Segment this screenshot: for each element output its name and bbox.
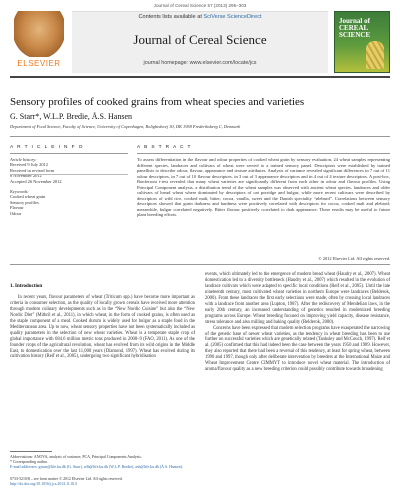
footnote-abbreviations: Abbreviations: ANOVA, analysis of variance; PCA, Principal Components Analysis.: [10, 455, 142, 459]
abstract-heading: A B S T R A C T: [137, 145, 192, 150]
journal-title: Journal of Cereal Science: [133, 32, 267, 47]
body-paragraph: Concerns have been expressed that modern selection programs have exasperated the narrowing of the genetic base of newer wheat varieties, as the tendency in wheat breeding has been to use further on successful varieties which are genetically related (Tanksley and McCouch, 1997). Reif et al. (2005) confirmed that this had indeed been the case between the years 1950 and 1989. However, they also reported that there had been a reversal of this tendency, at least for spring wheat, between 1990 and 1997, though only after deliberate intervention by breeders at the International Maize and Wheat Improvement Centre CIMMYT to introduce novel wheat material. The introduction of aroma/flavour quality as a new breeding criterion could possibly contribute towards broadening: [205, 325, 390, 373]
banner-center: [72, 11, 328, 73]
body-column-right: [205, 272, 390, 373]
keyword: Sensory profiles: [10, 199, 39, 205]
wheat-icon: [366, 41, 384, 69]
keyword: Cooked wheat grain: [10, 194, 46, 200]
elsevier-tree-icon: [14, 11, 64, 57]
divider: [10, 76, 390, 78]
journal-reference: Journal of Cereal Science 57 (2013) 295–303: [153, 3, 247, 8]
history-label: Article history:: [10, 157, 37, 162]
history-item: Accepted 26 November 2012: [10, 178, 62, 184]
publisher-name: ELSEVIER: [17, 59, 61, 68]
divider: [10, 136, 390, 137]
keywords-label: Keywords:: [10, 189, 29, 195]
body-column-left: [10, 284, 195, 360]
journal-cover: [334, 11, 390, 73]
abstract-text: To assess differentiation in the flavour and odour properties of cooked wheat grain by sensory evaluation, 24 wheat samples representing different species, landraces and cultivars of wheat were served to a trained sensory panel. Descriptors were established by trained panellists to describe odour, flavour, appearance and texture attributes. Analysis of variance revealed significant differences in 7 out of 11 odour descriptors, in 7 out of 10 flavour descriptors, in 3 out of 3 appearance descriptors and in 4 out of 4 texture descriptors. A post-hoc, Bonferroni t-test revealed that many wheat varieties are significantly different from each other in odour and flavour profiles. Using Principal Component analysis, a distribution trend of the wheat samples was observed with ancient wheat species, landraces and older cultivars of bread wheat where dominated by descriptors of oat porridge and bulgur, while more recent cultivars were described by descriptors of wild rice, cooked malt, bitter, cocoa, vanilla, sweet and the Danish speciality “ølebrød”. Correlations between sensory descriptors showed that grain darkness and hardness were positively correlated with descriptors for cocoa, cooked malt and ølebrød; meanwhile, bulgur correlated negatively. Bitter flavour positively correlated to dark appearance. These results may be useful to future plant breeding efforts.: [137, 157, 390, 218]
issn-line: 0733-5210/$ – see front matter © 2012 Elsevier Ltd. All rights reserved.: [10, 477, 123, 481]
body-paragraph: events, which ultimately led to the emergence of modern bread wheat (Haudry et al., 2007). Wheat domestication led to a diversity bottleneck (Haudry et al., 2007) which resulted in the evolution of landrace cultivars which were adapted to specific local conditions (Reif et al., 2005). Until the late nineteenth century, most cultivated wheat varieties in northern Europe were landraces (Belderok, 2000). From these landraces the first early selections were made, often by crossing local landraces with a landrace from another area (Lupton, 1987). After the rediscovery of Mendelian laws, in the early 20th century, an increased understanding of genetics resulted in modernized breeding programs across Europe. Wheat breeding focused on improving yield capacity, disease resistance, stress tolerance and also milling and baking quality (Belderok, 2000).: [205, 272, 390, 325]
abstract-copyright: © 2012 Elsevier Ltd. All rights reserved.: [318, 256, 390, 261]
section-heading: 1. Introduction: [10, 284, 43, 289]
article-info: [10, 157, 128, 216]
contents-line: [72, 14, 328, 20]
divider: [137, 153, 390, 154]
doi-link[interactable]: http://dx.doi.org/10.1016/j.jcs.2012.11.014: [10, 481, 77, 486]
elsevier-logo: [10, 11, 68, 71]
journal-homepage[interactable]: journal homepage: www.elsevier.com/locate/jcs: [143, 60, 257, 66]
history-item: Received in revised form: [10, 167, 55, 173]
article-title: Sensory profiles of cooked grains from wheat species and varieties: [10, 96, 305, 108]
divider: [10, 174, 128, 175]
article-authors: G. Starr*, W.L.P. Bredie, Å.S. Hansen: [10, 112, 132, 121]
divider: [10, 153, 128, 154]
footnote-email[interactable]: E-mail addresses: gstarr@life.ku.dk (G. Starr), wlb@life.ku.dk (W.L.P. Bredie), ash@life.ku.dk (Å.S. Hansen).: [10, 464, 184, 469]
publication-meta: [10, 477, 195, 487]
cover-title: Journal of CEREAL SCIENCE: [339, 17, 371, 39]
contents-prefix: Contents lists available at: [138, 14, 204, 20]
footnote-corresponding: * Corresponding author.: [10, 459, 48, 464]
article-info-heading: A R T I C L E I N F O: [10, 145, 84, 150]
sciencedirect-link[interactable]: SciVerse ScienceDirect: [203, 14, 262, 20]
author-affiliation: Department of Food Science, Faculty of Science, University of Copenhagen, Rolighedsvej 30, DK 1958 Frederiksberg C, Denmark: [10, 124, 241, 129]
journal-banner: [10, 11, 390, 73]
history-item: 8 November 2012: [10, 173, 42, 179]
footnotes: [10, 455, 195, 469]
keyword: Odour: [10, 210, 22, 216]
footnote-divider: [10, 451, 52, 452]
divider: [10, 264, 390, 265]
history-item: Received 9 July 2012: [10, 162, 48, 168]
body-paragraph: In recent years, flavour parameters of wheat (Triticum spp.) have become more important as criteria in consumer selection, as the quality of locally grown cereals have received more attention through modern culinary developments such as in the “New Nordic Cuisine” but also the “New Nordic Diet” (Mithril et al., 2011), in which wheat, in the form of cooked grains, is often used as the staple component of a meal. Cooked durum is widely used for bulgur as a staple food in the Mediterranean area. Up to now, wheat sensory properties have not been systematically included as quality parameters in the selection of new wheat varieties. Wheat is a temperate staple crop of global importance with 684.6 million metric tons produced in 2008–9 (FAO, 2011). As one of the founder crops of the agricultural revolution, wheat has evolved from its wild origins in the Middle East, to domestication over the last 11,000 years (Diamond, 1997). Wheat has evolved during its cultivation history (Reif et al., 2005), undergoing two significant hybridisation: [10, 294, 195, 360]
keyword: Flavour: [10, 205, 24, 211]
